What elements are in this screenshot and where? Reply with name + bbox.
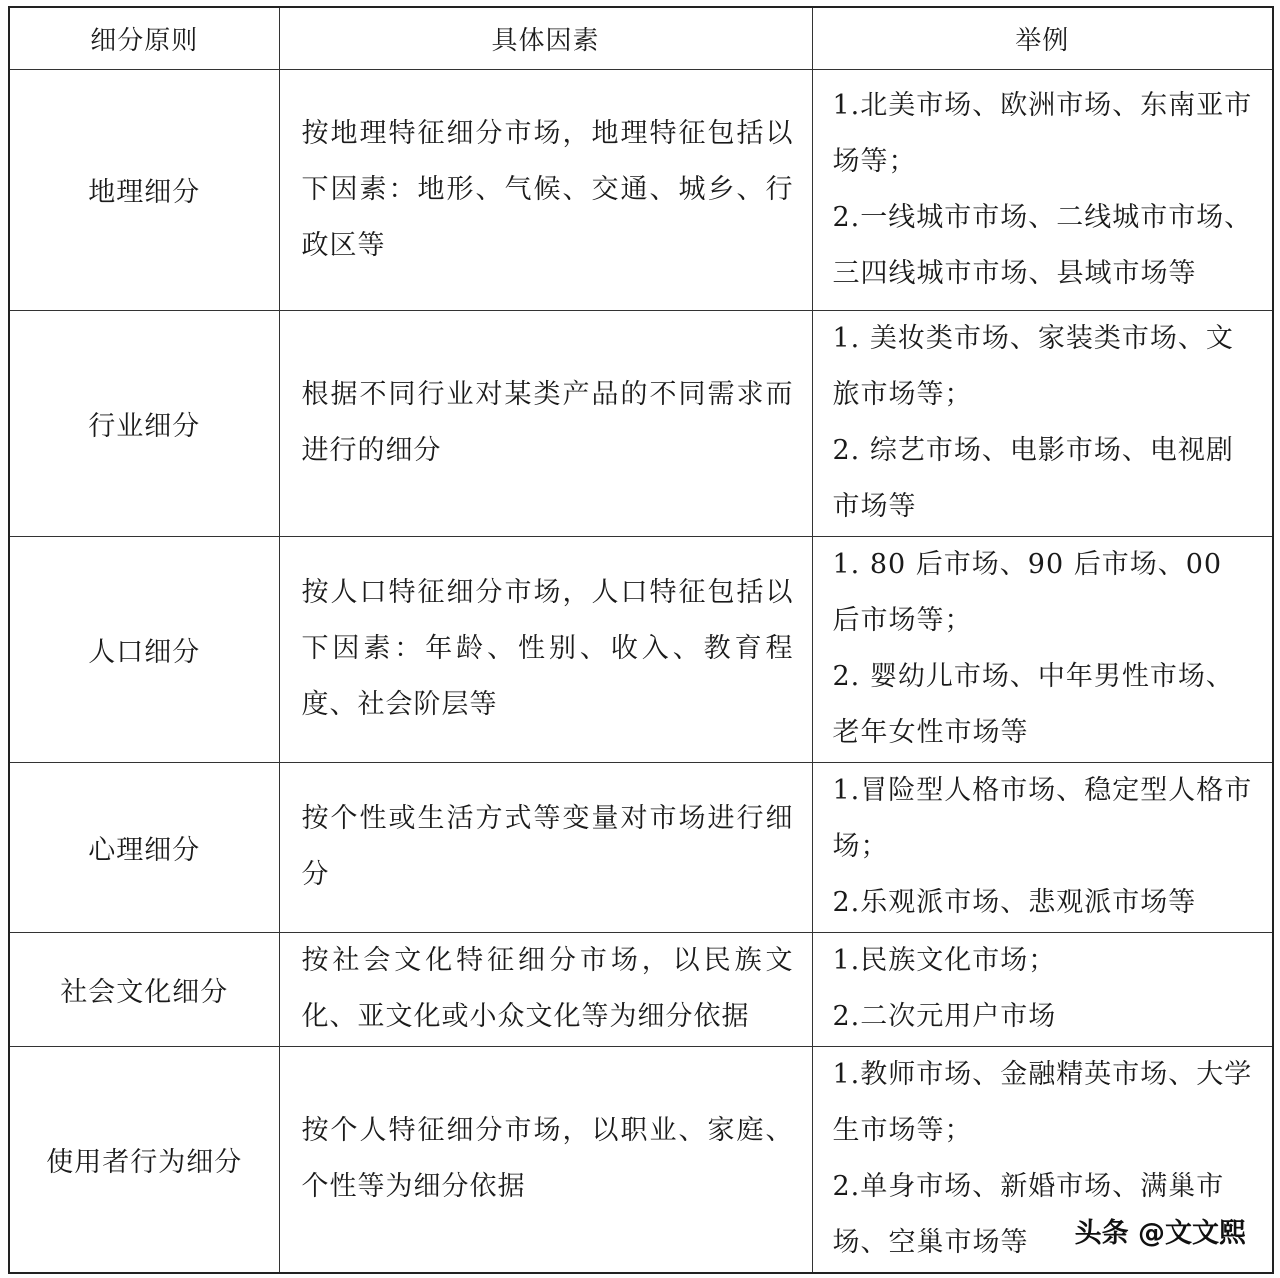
table-row	[9, 762, 1273, 932]
example-line: 1. 美妆类市场、家装类市场、文旅市场等；	[832, 323, 1234, 410]
example-line: 1.教师市场、金融精英市场、大学生市场等；	[832, 1059, 1253, 1147]
example-line: 2.二次元用户市场	[832, 1001, 1057, 1032]
principle-cell: 使用者行为细分	[9, 1046, 279, 1273]
watermark: 头条 @文文熙	[1071, 1211, 1250, 1250]
header-factors: 具体因素	[279, 7, 812, 69]
example-line: 1.北美市场、欧洲市场、东南亚市场等；	[832, 89, 1253, 177]
factor-cell: 按个性或生活方式等变量对市场进行细分	[279, 762, 812, 932]
example-line: 2. 综艺市场、电影市场、电视剧市场等	[832, 435, 1234, 522]
factor-cell: 按社会文化特征细分市场，以民族文化、亚文化或小众文化等为细分依据	[279, 932, 812, 1046]
example-cell	[812, 932, 1273, 1046]
table-row	[9, 310, 1273, 536]
principle-cell: 心理细分	[9, 762, 279, 932]
example-line: 2.一线城市市场、二线城市市场、三四线城市市场、县域市场等	[832, 201, 1253, 289]
factor-cell: 按地理特征细分市场，地理特征包括以下因素：地形、气候、交通、城乡、行政区等	[279, 69, 812, 310]
example-line: 2.单身市场、新婚市场、满巢市场、空巢市场等	[832, 1171, 1225, 1259]
factor-cell: 根据不同行业对某类产品的不同需求而进行的细分	[279, 310, 812, 536]
header-principle: 细分原则	[9, 7, 279, 69]
table-row	[9, 536, 1273, 762]
table-row	[9, 932, 1273, 1046]
principle-cell: 人口细分	[9, 536, 279, 762]
example-line: 2.乐观派市场、悲观派市场等	[832, 887, 1197, 918]
header-row	[9, 7, 1273, 69]
factor-cell: 按人口特征细分市场，人口特征包括以下因素：年龄、性别、收入、教育程度、社会阶层等	[279, 536, 812, 762]
example-cell	[812, 310, 1273, 536]
principle-cell: 社会文化细分	[9, 932, 279, 1046]
example-line: 1.民族文化市场；	[832, 945, 1057, 976]
factor-cell: 按个人特征细分市场，以职业、家庭、个性等为细分依据	[279, 1046, 812, 1273]
example-cell	[812, 69, 1273, 310]
example-cell	[812, 536, 1273, 762]
table-row	[9, 69, 1273, 310]
example-line: 1.冒险型人格市场、稳定型人格市场；	[832, 775, 1253, 862]
example-line: 1. 80 后市场、90 后市场、00 后市场等；	[832, 549, 1223, 636]
market-segmentation-table	[8, 6, 1274, 1274]
principle-cell: 行业细分	[9, 310, 279, 536]
header-examples: 举例	[812, 7, 1273, 69]
example-line: 2. 婴幼儿市场、中年男性市场、老年女性市场等	[832, 661, 1234, 748]
example-cell	[812, 762, 1273, 932]
principle-cell: 地理细分	[9, 69, 279, 310]
